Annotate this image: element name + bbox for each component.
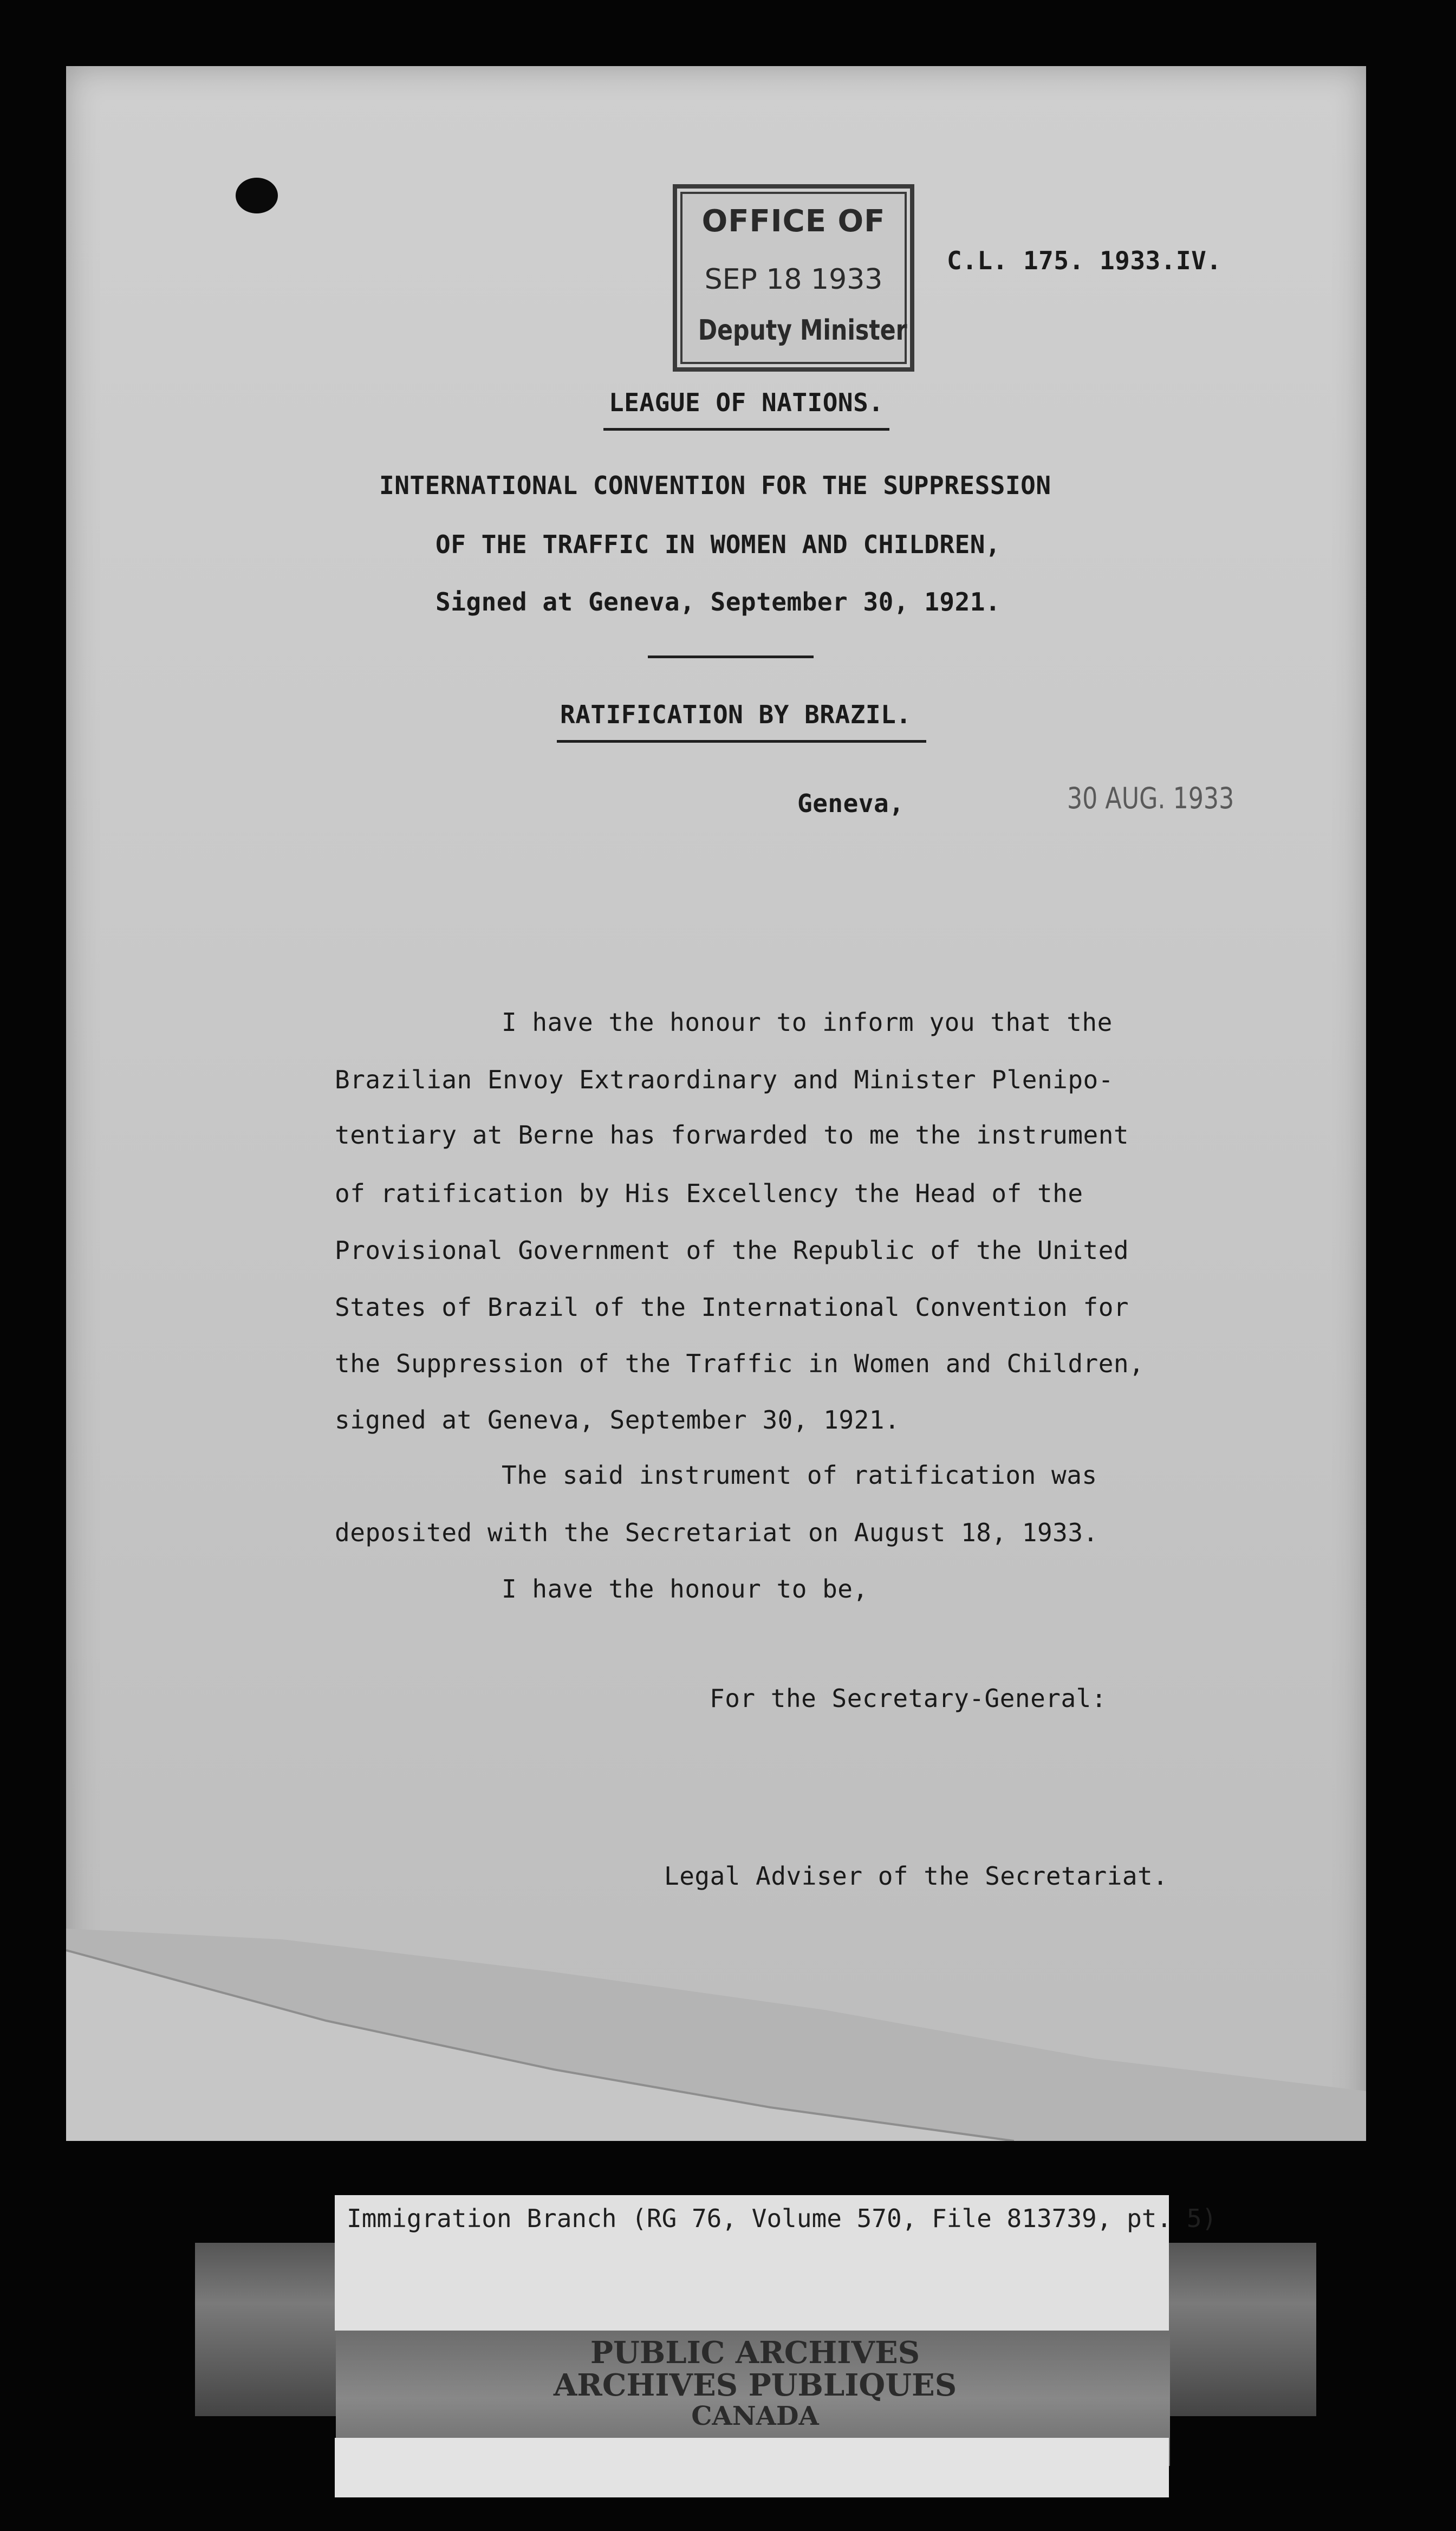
- place-of-issue: Geneva,: [797, 789, 905, 818]
- body-line: Provisional Government of the Republic of the United: [335, 1236, 1129, 1265]
- closing-for-secretary-general: For the Secretary-General:: [710, 1684, 1107, 1713]
- body-line: the Suppression of the Traffic in Women and Children,: [335, 1349, 1145, 1378]
- title-separator: [648, 656, 814, 658]
- document-page: [66, 66, 1366, 2141]
- body-line: tentiary at Berne has forwarded to me the instrument: [335, 1120, 1129, 1150]
- body-line: Brazilian Envoy Extraordinary and Minister Plenipo-: [335, 1065, 1114, 1094]
- body-line: I have the honour to inform you that the: [502, 1008, 1113, 1037]
- archive-stamp-line-1: PUBLIC ARCHIVES: [590, 2335, 920, 2371]
- organization-heading: LEAGUE OF NATIONS.: [609, 388, 884, 417]
- body-line: deposited with the Secretariat on August 18, 1933.: [335, 1518, 1098, 1547]
- date-stamp: 30 AUG. 1933: [1067, 781, 1234, 815]
- subject-heading: RATIFICATION BY BRAZIL.: [560, 700, 912, 729]
- punch-hole: [236, 178, 278, 213]
- heading-underline: [603, 428, 889, 431]
- body-line: I have the honour to be,: [502, 1574, 868, 1604]
- archive-label-bottom-strip: [335, 2438, 1169, 2497]
- reference-number: C.L. 175. 1933.IV.: [947, 246, 1222, 275]
- stamp-date: SEP 18 1933: [704, 263, 883, 296]
- body-line: The said instrument of ratification was: [502, 1461, 1097, 1490]
- stamp-office-label: OFFICE OF: [701, 204, 886, 239]
- body-line: States of Brazil of the International Convention for: [335, 1293, 1129, 1322]
- title-line-2: OF THE TRAFFIC IN WOMEN AND CHILDREN,: [435, 530, 1001, 559]
- office-received-stamp: [673, 184, 914, 372]
- body-line: signed at Geneva, September 30, 1921.: [335, 1405, 900, 1435]
- title-line-1: INTERNATIONAL CONVENTION FOR THE SUPPRESSION: [379, 471, 1051, 500]
- archive-stamp-line-3: CANADA: [691, 2401, 819, 2431]
- archive-reference-text: Immigration Branch (RG 76, Volume 570, File 813739, pt. 5): [347, 2204, 1217, 2233]
- stamp-deputy-minister: Deputy Minister: [698, 314, 907, 347]
- subject-underline: [557, 740, 926, 743]
- title-line-3: Signed at Geneva, September 30, 1921.: [435, 587, 1001, 616]
- body-line: of ratification by His Excellency the Head of the: [335, 1179, 1083, 1208]
- signatory-title: Legal Adviser of the Secretariat.: [664, 1861, 1168, 1891]
- archive-stamp-line-2: ARCHIVES PUBLIQUES: [553, 2367, 957, 2403]
